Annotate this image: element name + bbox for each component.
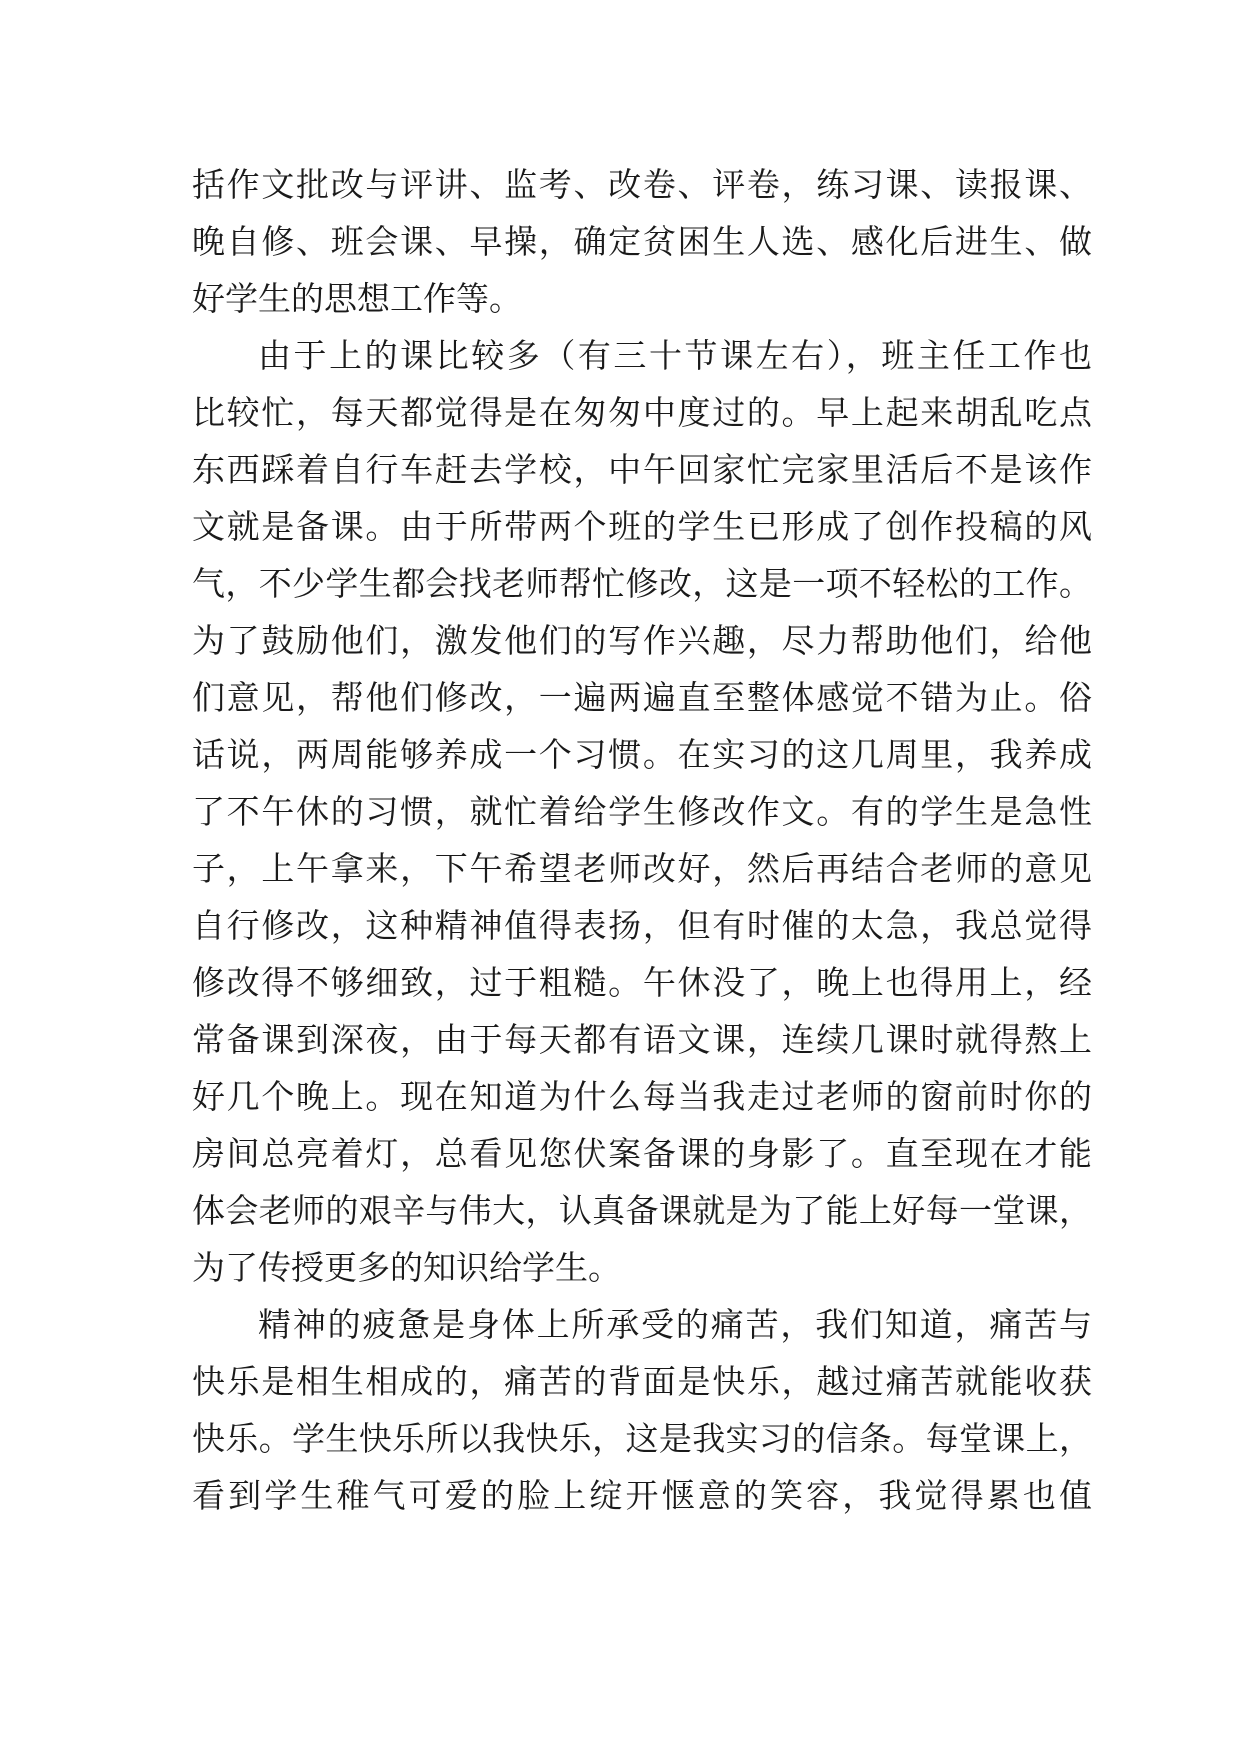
text-line: 快乐。学生快乐所以我快乐，这是我实习的信条。每堂课上， xyxy=(192,1419,1092,1458)
text-line: 文就是备课。由于所带两个班的学生已形成了创作投稿的风 xyxy=(192,507,1092,546)
text-line: 精神的疲惫是身体上所承受的痛苦，我们知道，痛苦与 xyxy=(258,1305,1092,1344)
text-line: 们意见，帮他们修改，一遍两遍直至整体感觉不错为止。俗 xyxy=(192,678,1092,717)
text-line: 话说，两周能够养成一个习惯。在实习的这几周里，我养成 xyxy=(192,735,1092,774)
text-line: 晚自修、班会课、早操，确定贫困生人选、感化后进生、做 xyxy=(192,222,1092,261)
text-line: 为了传授更多的知识给学生。 xyxy=(192,1248,621,1287)
text-line: 快乐是相生相成的，痛苦的背面是快乐，越过痛苦就能收获 xyxy=(192,1362,1092,1401)
text-line: 气，不少学生都会找老师帮忙修改，这是一项不轻松的工作。 xyxy=(192,564,1092,603)
text-line: 房间总亮着灯，总看见您伏案备课的身影了。直至现在才能 xyxy=(192,1134,1092,1173)
paragraph-2 xyxy=(192,327,1092,1296)
text-line: 为了鼓励他们，激发他们的写作兴趣，尽力帮助他们，给他 xyxy=(192,621,1092,660)
text-line: 括作文批改与评讲、监考、改卷、评卷，练习课、读报课、 xyxy=(192,165,1092,204)
text-line: 比较忙，每天都觉得是在匆匆中度过的。早上起来胡乱吃点 xyxy=(192,393,1092,432)
paragraph-1 xyxy=(192,156,1092,327)
text-line: 好几个晚上。现在知道为什么每当我走过老师的窗前时你的 xyxy=(192,1077,1092,1116)
text-line: 了不午休的习惯，就忙着给学生修改作文。有的学生是急性 xyxy=(192,792,1092,831)
text-line: 体会老师的艰辛与伟大，认真备课就是为了能上好每一堂课， xyxy=(192,1191,1092,1230)
text-line: 修改得不够细致，过于粗糙。午休没了，晚上也得用上，经 xyxy=(192,963,1092,1002)
text-line: 自行修改，这种精神值得表扬，但有时催的太急，我总觉得 xyxy=(192,906,1092,945)
text-line: 好学生的思想工作等。 xyxy=(192,279,522,318)
text-line: 看到学生稚气可爱的脸上绽开惬意的笑容，我觉得累也值 xyxy=(192,1476,1092,1515)
text-line: 子，上午拿来，下午希望老师改好，然后再结合老师的意见 xyxy=(192,849,1092,888)
text-line: 由于上的课比较多（有三十节课左右），班主任工作也 xyxy=(258,336,1092,375)
text-line: 常备课到深夜，由于每天都有语文课，连续几课时就得熬上 xyxy=(192,1020,1092,1059)
text-line: 东西踩着自行车赶去学校，中午回家忙完家里活后不是该作 xyxy=(192,450,1092,489)
paragraph-3 xyxy=(192,1296,1092,1524)
document-body xyxy=(192,156,1092,1524)
